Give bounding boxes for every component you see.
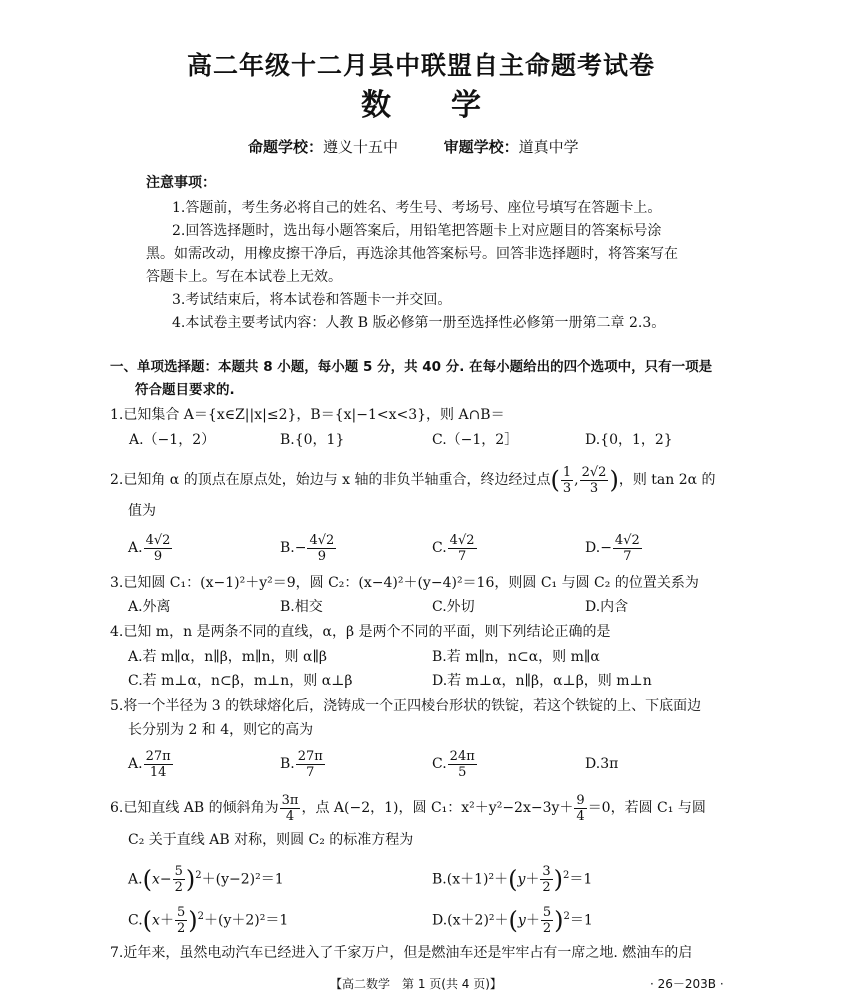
- option-a: A.（−1，2）: [129, 432, 216, 448]
- option-a: A. $\frac{4√2}{9}$: [128, 532, 171, 564]
- reviewer-school: 道真中学: [518, 138, 579, 156]
- page-footer: 【高二数学 第 1 页(共 4 页)】: [330, 977, 502, 991]
- option-c: C.（−1，2］: [432, 432, 519, 448]
- option-a: A.若 m∥α，n∥β，m∥n，则 α∥β: [128, 649, 328, 665]
- setter-label: 命题学校：: [248, 138, 324, 156]
- option-b: B.相交: [280, 599, 323, 615]
- subject-title: 数 学: [361, 88, 481, 123]
- question-stem: 3.已知圆 C₁：(x−1)²＋y²＝9，圆 C₂：(x−4)²＋(y−4)²＝16，则圆 C₁ 与圆 C₂ 的位置关系为: [110, 575, 699, 591]
- stem-text: 2.已知角 α 的顶点在原点处，始边与 x 轴的非负半轴重合，终边经过点: [110, 472, 551, 488]
- question-stem: 4.已知 m，n 是两条不同的直线，α，β 是两个不同的平面，则下列结论正确的是: [110, 624, 611, 640]
- paper-code: · 26－203B ·: [650, 977, 724, 991]
- question-stem-cont: 值为: [128, 503, 156, 519]
- option-c: C.若 m⊥α，n⊂β，m⊥n，则 α⊥β: [128, 673, 353, 689]
- option-d: D.{0，1，2}: [585, 432, 673, 448]
- fraction: $\frac{2√2}{3}$: [581, 464, 607, 496]
- option-b: B.{0，1}: [280, 432, 345, 448]
- school-line: [248, 137, 579, 157]
- option-b: B.− $\frac{4√2}{9}$: [280, 532, 335, 564]
- question-stem: 6.已知直线 AB 的倾斜角为 $\frac{3\pi}{4}$ ，点 A(−2，1)，圆 C₁：x²＋y²−2x−3y＋ $\frac{9}{4}$ ＝0，若圆 C₁ 与圆: [110, 792, 706, 824]
- setter-school: 遵义十五中: [323, 138, 399, 156]
- notice-item: 2.回答选择题时，选出每小题答案后，用铅笔把答题卡上对应题目的答案标号涂: [172, 223, 662, 239]
- reviewer-label: 审题学校：: [443, 138, 519, 156]
- question-stem-cont: 长分别为 2 和 4，则它的高为: [128, 722, 314, 738]
- option-d: D.3π: [585, 756, 619, 772]
- stem-text: ，则 tan 2α 的: [618, 472, 716, 488]
- option-b: B. $\frac{27\pi}{7}$: [280, 748, 323, 780]
- notice-heading: 注意事项：: [146, 175, 216, 191]
- notice-item: 答题卡上。写在本试卷上无效。: [146, 269, 342, 285]
- option-c: C.(x＋ $\frac{5}{2}$ )$^2$＋(y＋2)²＝1: [128, 905, 289, 937]
- option-b: B.(x＋1)²＋(y＋ $\frac{3}{2}$ )$^2$＝1: [432, 864, 593, 896]
- question-stem: 1.已知集合 A＝{x∈Z||x|≤2}，B＝{x|−1<x<3}，则 A∩B＝: [110, 407, 505, 423]
- section-heading: 一、单项选择题：本题共 8 小题，每小题 5 分，共 40 分. 在每小题给出的四个选项中，只有一项是: [110, 359, 713, 375]
- notice-item: 1.答题前，考生务必将自己的姓名、考生号、考场号、座位号填写在答题卡上。: [172, 200, 662, 216]
- question-stem: 7.近年来，虽然电动汽车已经进入了千家万户，但是燃油车还是牢牢占有一席之地. 燃油车的启: [110, 945, 693, 961]
- exam-title: 高二年级十二月县中联盟自主命题考试卷: [186, 51, 655, 80]
- option-a: A.(x− $\frac{5}{2}$ )$^2$＋(y−2)²＝1: [128, 864, 284, 896]
- option-d: D.若 m⊥α，n∥β，α⊥β，则 m⊥n: [432, 673, 652, 689]
- question-stem-cont: C₂ 关于直线 AB 对称，则圆 C₂ 的标准方程为: [128, 832, 414, 848]
- fraction: $\frac{1}{3}$: [562, 464, 572, 496]
- question-stem: 2.已知角 α 的顶点在原点处，始边与 x 轴的非负半轴重合，终边经过点( $\frac{1}{3}$ , $\frac{2√2}{3}$ )，则 tan 2α 的: [110, 464, 716, 496]
- option-d: D.− $\frac{4√2}{7}$: [585, 532, 640, 564]
- option-d: D.内含: [585, 599, 629, 615]
- section-heading-cont: 符合题目要求的.: [135, 382, 235, 398]
- option-a: A.外离: [128, 599, 171, 615]
- option-c: C.外切: [432, 599, 475, 615]
- question-stem: 5.将一个半径为 3 的铁球熔化后，浇铸成一个正四棱台形状的铁锭，若这个铁锭的上、下底面边: [110, 698, 702, 714]
- option-c: C. $\frac{4√2}{7}$: [432, 532, 475, 564]
- option-a: A. $\frac{27\pi}{14}$: [128, 748, 171, 780]
- option-d: D.(x＋2)²＋(y＋ $\frac{5}{2}$ )$^2$＝1: [432, 905, 593, 937]
- option-c: C. $\frac{24\pi}{5}$: [432, 748, 475, 780]
- notice-item: 黑。如需改动，用橡皮擦干净后，再选涂其他答案标号。回答非选择题时，将答案写在: [146, 246, 678, 262]
- option-b: B.若 m∥n，n⊂α，则 m∥α: [432, 649, 600, 665]
- notice-item: 4.本试卷主要考试内容：人教 B 版必修第一册至选择性必修第一册第二章 2.3。: [172, 315, 666, 331]
- notice-item: 3.考试结束后，将本试卷和答题卡一并交回。: [172, 292, 452, 308]
